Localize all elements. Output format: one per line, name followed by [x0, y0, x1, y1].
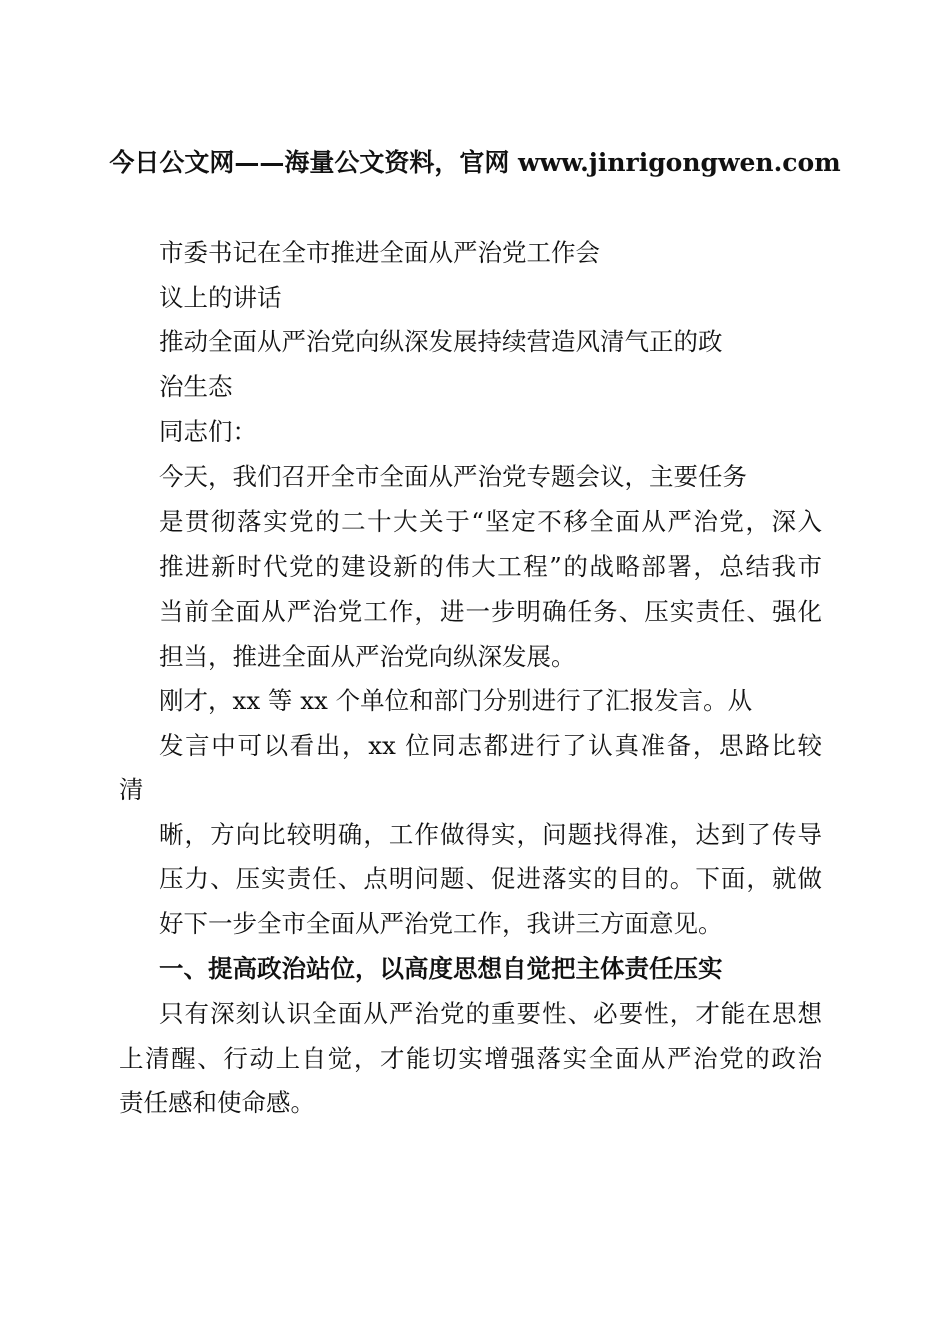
para2-line-1: 刚才，xx 等 xx 个单位和部门分别进行了汇报发言。从: [159, 686, 753, 715]
para2-line-6: 好下一步全市全面从严治党工作，我讲三方面意见。: [159, 909, 723, 938]
para2-line-3: 清: [119, 775, 144, 804]
para2-line-2: 发言中可以看出，xx 位同志都进行了认真准备，思路比较: [159, 731, 822, 760]
site-header: 今日公文网——海量公文资料，官网 www.jinrigongwen.com: [109, 148, 841, 177]
para3-line-2: 上清醒、行动上自觉，才能切实增强落实全面从严治党的政治: [119, 1044, 822, 1073]
subtitle-line-2: 治生态: [159, 372, 233, 401]
para1-line-2: 是贯彻落实党的二十大关于“坚定不移全面从严治党，深入: [159, 507, 822, 536]
para2-line-5: 压力、压实责任、点明问题、促进落实的目的。下面，就做: [159, 864, 822, 893]
section-heading-1: 一、提高政治站位，以高度思想自觉把主体责任压实: [159, 954, 723, 983]
salutation: 同志们：: [159, 417, 257, 446]
title-line-1: 市委书记在全市推进全面从严治党工作会: [159, 238, 600, 267]
para1-line-1: 今天，我们召开全市全面从严治党专题会议，主要任务: [159, 462, 747, 491]
para2-line-4: 晰，方向比较明确，工作做得实，问题找得准，达到了传导: [159, 820, 822, 849]
para3-line-1: 只有深刻认识全面从严治党的重要性、必要性，才能在思想: [159, 999, 822, 1028]
para1-line-4: 当前全面从严治党工作，进一步明确任务、压实责任、强化: [159, 597, 822, 626]
subtitle-line-1: 推动全面从严治党向纵深发展持续营造风清气正的政: [159, 327, 723, 356]
para1-line-3: 推进新时代党的建设新的伟大工程”的战略部署，总结我市: [159, 552, 822, 581]
title-line-2: 议上的讲话: [159, 283, 282, 312]
para1-line-5: 担当，推进全面从严治党向纵深发展。: [159, 642, 576, 671]
para3-line-3: 责任感和使命感。: [119, 1088, 315, 1117]
